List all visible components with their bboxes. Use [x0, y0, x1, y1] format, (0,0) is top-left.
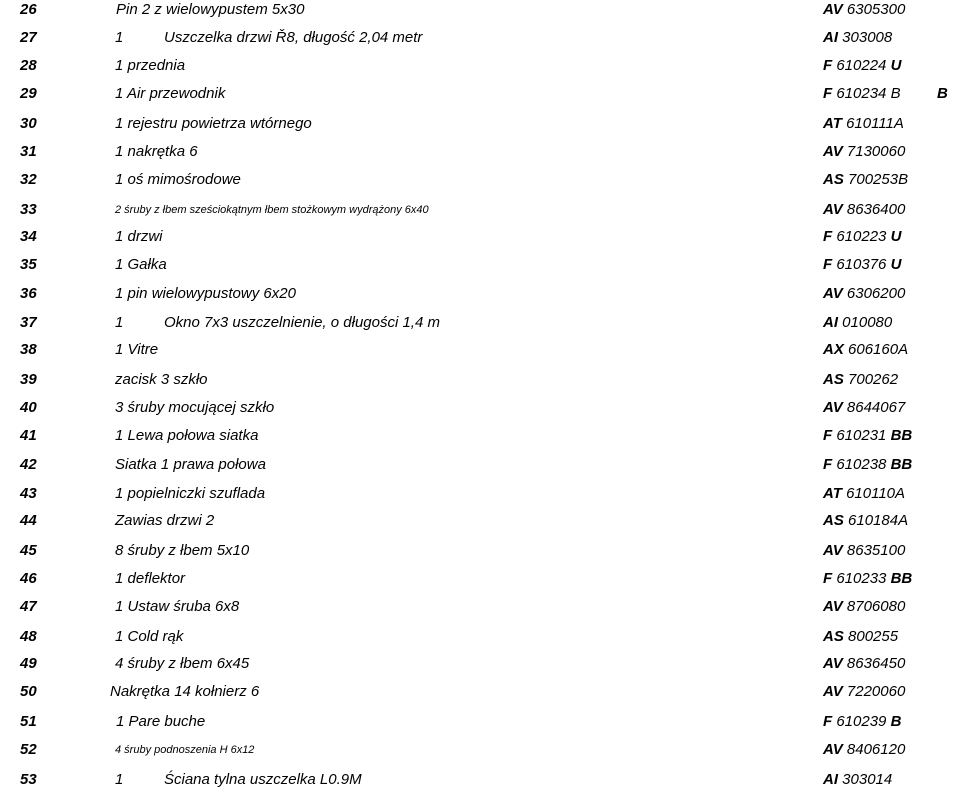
part-code-number: 610184A	[848, 512, 909, 529]
part-description	[115, 424, 258, 448]
part-row	[0, 396, 957, 420]
part-row	[0, 738, 957, 762]
part-code-prefix: F	[823, 57, 833, 74]
part-number: 39	[20, 371, 37, 388]
part-code-suffix: U	[890, 57, 902, 74]
part-row	[0, 54, 957, 78]
part-description-text: 1 nakrętka 6	[115, 143, 198, 160]
part-code-number: 610239	[836, 713, 887, 730]
part-number: 47	[20, 598, 37, 615]
part-code-number: 6306200	[846, 285, 906, 302]
part-description	[115, 26, 422, 50]
part-code	[823, 54, 901, 78]
part-code-number: 700253B	[848, 171, 909, 188]
part-code-prefix: F	[823, 713, 833, 730]
part-code-number: 8706080	[846, 598, 906, 615]
part-code-number: 8406120	[846, 741, 906, 758]
part-code-number: 8636400	[846, 201, 906, 218]
part-row	[0, 225, 957, 249]
part-code	[823, 282, 905, 306]
part-code	[823, 140, 905, 164]
part-code-suffix: BB	[890, 570, 913, 587]
part-code	[823, 338, 908, 362]
part-code	[823, 424, 912, 448]
part-code	[823, 168, 908, 192]
part-code-prefix: F	[823, 85, 833, 102]
part-number: 38	[20, 341, 37, 358]
part-code-suffix: B	[890, 713, 902, 730]
part-code	[823, 710, 901, 734]
part-description	[115, 738, 254, 762]
part-code-prefix: AV	[823, 683, 843, 700]
part-code	[823, 253, 901, 277]
part-code-number: 610111A	[846, 115, 904, 132]
part-description	[115, 625, 183, 649]
part-description-text: 1 Ustaw śruba 6x8	[115, 598, 240, 615]
part-number: 37	[20, 314, 37, 331]
part-description-text: Ściana tylna uszczelka L0.9M	[164, 771, 362, 788]
part-description-text: Zawias drzwi 2	[115, 512, 215, 529]
part-description	[115, 311, 440, 335]
part-row	[0, 282, 957, 306]
part-number: 42	[20, 456, 37, 473]
part-description	[115, 282, 296, 306]
part-code-prefix: AV	[823, 542, 843, 559]
part-number: 44	[20, 512, 37, 529]
part-code	[823, 567, 912, 591]
part-description-text: 1 rejestru powietrza wtórnego	[115, 115, 312, 132]
part-description-text: 1 przednia	[115, 57, 186, 74]
part-row	[0, 253, 957, 277]
part-quantity: 1	[115, 29, 124, 46]
part-code	[823, 595, 905, 619]
part-description	[116, 0, 304, 22]
part-description-text: 1 pin wielowypustowy 6x20	[115, 285, 296, 302]
part-description	[115, 225, 163, 249]
part-code	[823, 539, 905, 563]
part-description-text: 1 Pare buche	[116, 713, 206, 730]
part-row	[0, 595, 957, 619]
part-description	[115, 652, 249, 676]
part-description-text: Siatka 1 prawa połowa	[115, 456, 266, 473]
part-description	[115, 338, 158, 362]
part-row	[0, 82, 957, 106]
part-code-prefix: AV	[823, 598, 843, 615]
part-description-text: 1 Vitre	[115, 341, 159, 358]
part-code-suffix: BB	[890, 427, 913, 444]
part-code-prefix: AX	[823, 341, 844, 358]
part-number: 32	[20, 171, 37, 188]
part-code-suffix: U	[890, 228, 902, 245]
part-description	[115, 539, 249, 563]
part-number: 26	[20, 1, 37, 18]
part-row	[0, 539, 957, 563]
part-row	[0, 368, 957, 392]
part-row	[0, 140, 957, 164]
part-description-text: 1 Air przewodnik	[115, 85, 226, 102]
part-description-text: 4 śruby z łbem 6x45	[115, 655, 250, 672]
part-row	[0, 26, 957, 50]
part-description-text: 3 śruby mocującej szkło	[115, 399, 275, 416]
part-row	[0, 424, 957, 448]
part-description	[115, 82, 225, 106]
part-code	[823, 26, 892, 50]
part-row	[0, 0, 957, 22]
part-description-text: 2 śruby z łbem sześciokątnym łbem stożkowym wydrążony 6x40	[115, 204, 429, 216]
part-code	[823, 368, 898, 392]
part-code-suffix: U	[890, 256, 902, 273]
part-code-prefix: F	[823, 427, 833, 444]
part-number: 29	[20, 85, 37, 102]
part-code	[823, 652, 905, 676]
part-description	[115, 453, 266, 477]
part-code-prefix: F	[823, 456, 833, 473]
part-row	[0, 453, 957, 477]
part-row	[0, 509, 957, 533]
part-code-prefix: AT	[823, 485, 842, 502]
part-code	[823, 738, 905, 762]
part-code	[823, 482, 905, 506]
part-row	[0, 768, 957, 792]
part-code-number: 610223	[836, 228, 887, 245]
part-description-text: 4 śruby podnoszenia H 6x12	[115, 744, 255, 756]
part-code	[823, 396, 905, 420]
part-code-prefix: AV	[823, 1, 843, 18]
part-description-text: 1 deflektor	[115, 570, 186, 587]
part-description-text: Nakrętka 14 kołnierz 6	[110, 683, 260, 700]
part-row	[0, 680, 957, 704]
part-description	[115, 396, 274, 420]
part-code-number: 7220060	[846, 683, 906, 700]
part-number: 27	[20, 29, 37, 46]
part-number: 34	[20, 228, 37, 245]
part-code-number: 7130060	[846, 143, 906, 160]
part-code-prefix: AS	[823, 628, 844, 645]
part-row	[0, 482, 957, 506]
part-code-number: 610233	[836, 570, 887, 587]
part-description-text: Okno 7x3 uszczelnienie, o długości 1,4 m	[164, 314, 440, 331]
part-code	[823, 82, 901, 106]
part-code	[823, 768, 892, 792]
part-code-number: 606160A	[848, 341, 909, 358]
part-code-prefix: AV	[823, 655, 843, 672]
part-code-number: 6305300	[846, 1, 906, 18]
part-description-text: zacisk 3 szkło	[115, 371, 208, 388]
part-code	[823, 0, 905, 22]
part-code	[823, 112, 904, 136]
part-description	[115, 198, 429, 222]
part-description	[115, 140, 198, 164]
part-description	[115, 168, 241, 192]
part-code-number: 8635100	[846, 542, 906, 559]
part-code-prefix: F	[823, 570, 833, 587]
part-row	[0, 652, 957, 676]
part-code-number: 610224	[836, 57, 887, 74]
part-code	[823, 680, 905, 704]
part-description	[115, 368, 208, 392]
part-description	[115, 567, 185, 591]
part-code-number: 303014	[842, 771, 893, 788]
part-description	[115, 112, 312, 136]
part-quantity: 1	[115, 314, 124, 331]
part-description	[115, 253, 167, 277]
part-code-prefix: AT	[823, 115, 842, 132]
part-number: 46	[20, 570, 37, 587]
part-description-text: Uszczelka drzwi Ř8, długość 2,04 metr	[164, 29, 423, 46]
part-description	[115, 768, 362, 792]
part-code-number: 610231	[836, 427, 887, 444]
part-number: 33	[20, 201, 37, 218]
part-number: 28	[20, 57, 37, 74]
part-number: 52	[20, 741, 37, 758]
part-row	[0, 567, 957, 591]
part-number: 49	[20, 655, 37, 672]
part-description	[115, 54, 185, 78]
part-code-number: 303008	[842, 29, 893, 46]
part-description	[116, 710, 205, 734]
part-row	[0, 338, 957, 362]
part-number: 41	[20, 427, 37, 444]
part-code	[823, 625, 898, 649]
part-description-text: 1 Lewa połowa siatka	[115, 427, 259, 444]
part-description-text: 1 Gałka	[115, 256, 167, 273]
part-code-suffix: BB	[890, 456, 913, 473]
part-code-prefix: AS	[823, 512, 844, 529]
part-code-prefix: AV	[823, 741, 843, 758]
part-number: 43	[20, 485, 37, 502]
part-code-prefix: AI	[823, 771, 838, 788]
part-code	[823, 198, 905, 222]
part-code-number: 800255	[848, 628, 899, 645]
part-code	[823, 453, 912, 477]
part-code-prefix: F	[823, 228, 833, 245]
part-code-prefix: AS	[823, 371, 844, 388]
part-number: 31	[20, 143, 37, 160]
part-code-number: 610234 B	[836, 85, 901, 102]
part-code-number: 610110A	[846, 485, 906, 502]
part-number: 30	[20, 115, 37, 132]
part-code-number: 700262	[848, 371, 899, 388]
part-number: 51	[20, 713, 37, 730]
part-description-text: 8 śruby z łbem 5x10	[115, 542, 250, 559]
part-code-number: 8644067	[846, 399, 906, 416]
part-row	[0, 710, 957, 734]
part-description	[115, 482, 265, 506]
part-code-number: 610376	[836, 256, 887, 273]
part-row	[0, 198, 957, 222]
part-row	[0, 625, 957, 649]
part-number: 35	[20, 256, 37, 273]
part-description-text: 1 popielniczki szuflada	[115, 485, 266, 502]
part-code-number: 010080	[842, 314, 893, 331]
part-row	[0, 168, 957, 192]
part-description-text: 1 drzwi	[115, 228, 163, 245]
part-number: 48	[20, 628, 37, 645]
part-description	[115, 509, 214, 533]
part-code	[823, 311, 892, 335]
part-number: 45	[20, 542, 37, 559]
part-code-prefix: AV	[823, 143, 843, 160]
part-description-text: Pin 2 z wielowypustem 5x30	[116, 1, 305, 18]
part-code-prefix: AV	[823, 285, 843, 302]
part-number: 36	[20, 285, 37, 302]
part-code-prefix: AV	[823, 201, 843, 218]
part-code-number: 8636450	[846, 655, 906, 672]
part-code	[823, 225, 901, 249]
part-number: 50	[20, 683, 37, 700]
part-code-prefix: AI	[823, 29, 838, 46]
part-quantity: 1	[115, 771, 124, 788]
part-row	[0, 112, 957, 136]
part-number: 53	[20, 771, 37, 788]
part-variant: B	[937, 85, 948, 102]
part-description	[115, 595, 239, 619]
part-description	[110, 680, 259, 704]
part-code	[823, 509, 908, 533]
part-description-text: 1 oś mimośrodowe	[115, 171, 241, 188]
part-code-prefix: F	[823, 256, 833, 273]
part-number: 40	[20, 399, 37, 416]
part-description-text: 1 Cold rąk	[115, 628, 184, 645]
part-row	[0, 311, 957, 335]
part-code-prefix: AV	[823, 399, 843, 416]
part-code-prefix: AI	[823, 314, 838, 331]
part-code-number: 610238	[836, 456, 887, 473]
part-code-prefix: AS	[823, 171, 844, 188]
